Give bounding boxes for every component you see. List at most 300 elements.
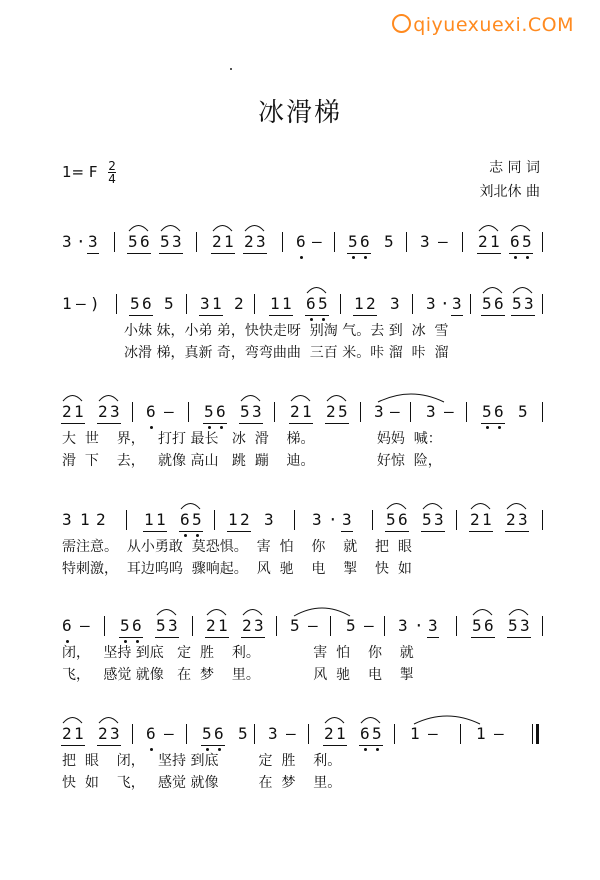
lyric-text: 闭， 坚持 到底 定 胜 利。 害 怕 你 就 [62, 645, 414, 661]
note: 2 [62, 724, 72, 743]
eighth-underline [109, 423, 121, 424]
note: 2 [470, 510, 480, 529]
site-watermark [392, 14, 574, 36]
dash-extension: – [390, 402, 400, 421]
note: 1 [302, 402, 312, 421]
slur-arc [387, 504, 406, 510]
eighth-underline [451, 315, 463, 316]
note: 2 [326, 402, 336, 421]
lower-octave-dot [208, 426, 211, 429]
eighth-underline [143, 531, 155, 532]
lyric-text: 滑 下 去， 就像 高山 跳 蹦 迪。 好惊 险， [62, 453, 442, 469]
note: 6 [140, 232, 150, 251]
note: 1 [74, 724, 84, 743]
slur-arc [63, 718, 82, 724]
eighth-underline [317, 315, 329, 316]
eighth-underline [119, 637, 131, 638]
note: 3 [268, 724, 278, 743]
lower-octave-dot [526, 256, 529, 259]
note: 1 [270, 294, 280, 313]
note: 5 [238, 724, 248, 743]
lyric-text: 特刺激， 耳边呜呜 骤响起。 风 驰 电 掣 快 如 [62, 561, 412, 577]
barline [406, 232, 407, 252]
lower-octave-dot [376, 748, 379, 751]
lyric-line [0, 644, 600, 668]
eighth-underline [371, 745, 383, 746]
eighth-underline [325, 423, 337, 424]
eighth-underline [61, 745, 73, 746]
barline [372, 510, 373, 530]
slur-arc [325, 718, 344, 724]
time-sig-numerator: 2 [108, 159, 116, 173]
note: 5 [240, 402, 250, 421]
barline [192, 616, 193, 636]
note: 2 [234, 294, 244, 313]
slur-arc [161, 226, 180, 232]
note: 5 [522, 232, 532, 251]
note: 3 [62, 510, 72, 529]
note: 3 [518, 510, 528, 529]
eighth-underline [215, 423, 227, 424]
note: 3 [256, 232, 266, 251]
barline [470, 294, 471, 314]
dash-extension: – [286, 724, 296, 743]
lyricist-credit: 志 同 词 [489, 160, 540, 176]
lyric-line [0, 752, 600, 776]
note: 6 [216, 402, 226, 421]
eighth-underline [469, 531, 481, 532]
note: 5 [318, 294, 328, 313]
eighth-underline [191, 531, 203, 532]
barline [254, 294, 255, 314]
eighth-underline [127, 253, 139, 254]
barline [274, 402, 275, 422]
note: 3 [200, 294, 210, 313]
note: 2 [96, 510, 106, 529]
lower-octave-dot [498, 426, 501, 429]
note: 2 [366, 294, 376, 313]
slur-arc [291, 396, 310, 402]
eighth-underline [365, 315, 377, 316]
eighth-underline [519, 637, 531, 638]
eighth-underline [483, 637, 495, 638]
eighth-underline [201, 745, 213, 746]
note: 2 [290, 402, 300, 421]
eighth-underline [251, 423, 263, 424]
lower-octave-dot [184, 534, 187, 537]
note: 2 [244, 232, 254, 251]
barline [254, 724, 255, 744]
eighth-underline [73, 745, 85, 746]
note: 6 [146, 724, 156, 743]
eighth-underline [179, 531, 191, 532]
lower-octave-dot [150, 748, 153, 751]
eighth-underline [171, 253, 183, 254]
note: 1 [490, 232, 500, 251]
note: 1 [212, 294, 222, 313]
note: 1 [144, 510, 154, 529]
slur-arc [63, 396, 82, 402]
notation-line [0, 232, 600, 268]
barline [282, 232, 283, 252]
note: 1 [74, 402, 84, 421]
lower-octave-dot [220, 426, 223, 429]
eighth-underline [141, 315, 153, 316]
barline [330, 616, 331, 636]
barline [460, 724, 461, 744]
tie-arc [414, 716, 480, 724]
eighth-underline [159, 253, 171, 254]
barline [542, 232, 543, 252]
eighth-underline [505, 531, 517, 532]
eighth-underline [301, 423, 313, 424]
eighth-underline [155, 637, 167, 638]
lower-octave-dot [196, 534, 199, 537]
eighth-underline [211, 253, 223, 254]
note: 5 [204, 402, 214, 421]
eighth-underline [323, 745, 335, 746]
note: 3 [62, 232, 72, 251]
lower-octave-dot [136, 640, 139, 643]
note: 6 [484, 616, 494, 635]
lower-octave-dot [218, 748, 221, 751]
slur-arc [423, 504, 442, 510]
tie-arc [378, 394, 444, 402]
eighth-underline [239, 531, 251, 532]
note: 6 [132, 616, 142, 635]
note: 5 [472, 616, 482, 635]
eighth-underline [511, 315, 523, 316]
lower-octave-dot [300, 256, 303, 259]
lyric-line [0, 774, 600, 798]
note: 5 [512, 294, 522, 313]
eighth-underline [139, 253, 151, 254]
note: 5 [120, 616, 130, 635]
note: 5 [338, 402, 348, 421]
note: 3 [390, 294, 400, 313]
barline [214, 510, 215, 530]
slur-arc [157, 610, 176, 616]
note: 1 [80, 510, 90, 529]
eighth-underline [269, 315, 281, 316]
note: 3 [520, 616, 530, 635]
stray-mark [230, 68, 232, 70]
slur-arc [181, 504, 200, 510]
eighth-underline [353, 315, 365, 316]
barline [186, 724, 187, 744]
slur-arc [245, 226, 264, 232]
lyric-line [0, 538, 600, 562]
eighth-underline [477, 253, 489, 254]
barline [186, 294, 187, 314]
note: 1 [218, 616, 228, 635]
note: 5 [508, 616, 518, 635]
dash-extension: – [444, 402, 454, 421]
slur-arc [207, 610, 226, 616]
note: 6 [510, 232, 520, 251]
eighth-underline [129, 315, 141, 316]
note: ) [90, 294, 100, 313]
eighth-underline [73, 423, 85, 424]
note: 2 [478, 232, 488, 251]
note: 6 [360, 232, 370, 251]
time-sig-denominator: 4 [108, 172, 116, 186]
note: 6 [146, 402, 156, 421]
note: 6 [494, 294, 504, 313]
slur-arc [471, 504, 490, 510]
lyric-text: 快 如 飞， 感觉 就像 在 梦 里。 [62, 775, 342, 791]
eighth-underline [397, 531, 409, 532]
slur-arc [513, 288, 532, 294]
eighth-underline [213, 745, 225, 746]
eighth-underline [87, 253, 99, 254]
barline [116, 294, 117, 314]
song-title: 冰滑梯 [257, 98, 342, 128]
eighth-underline [199, 315, 211, 316]
note: · [328, 510, 338, 529]
slur-arc [99, 718, 118, 724]
note: · [76, 232, 86, 251]
note: · [440, 294, 450, 313]
dash-extension: – [428, 724, 438, 743]
final-barline [532, 724, 539, 744]
note: 5 [482, 402, 492, 421]
lyric-text: 小妹 妹，小弟 弟，快快走呀 别淘 气。去 到 冰 雪 [124, 323, 449, 339]
note: 3 [342, 510, 352, 529]
eighth-underline [421, 531, 433, 532]
note: 1 [156, 510, 166, 529]
dash-extension: – [312, 232, 322, 251]
note: 5 [164, 294, 174, 313]
eighth-underline [433, 531, 445, 532]
note: 1 [224, 232, 234, 251]
barline [294, 510, 295, 530]
watermark-text: qiyuexuexi.COM [413, 14, 574, 36]
note: 6 [180, 510, 190, 529]
note: 3 [524, 294, 534, 313]
note: 3 [110, 402, 120, 421]
note: 3 [420, 232, 430, 251]
lower-octave-dot [322, 318, 325, 321]
barline [132, 402, 133, 422]
note: 3 [428, 616, 438, 635]
note: 2 [240, 510, 250, 529]
note: 5 [386, 510, 396, 529]
eighth-underline [493, 423, 505, 424]
note: 5 [422, 510, 432, 529]
eighth-underline [131, 637, 143, 638]
eighth-underline [337, 423, 349, 424]
eighth-underline [167, 637, 179, 638]
dash-extension: – [164, 402, 174, 421]
time-signature [108, 160, 116, 185]
slur-arc [509, 610, 528, 616]
slur-arc [241, 396, 260, 402]
tie-arc [294, 608, 350, 616]
eighth-underline [481, 423, 493, 424]
eighth-underline [507, 637, 519, 638]
note: 6 [360, 724, 370, 743]
lyric-line [0, 430, 600, 454]
note: 6 [142, 294, 152, 313]
eighth-underline [493, 315, 505, 316]
note: 6 [62, 616, 72, 635]
barline [132, 724, 133, 744]
slur-layer [0, 280, 600, 296]
lyric-text: 大 世 界， 打打 最长 冰 滑 梯。 妈妈 喊： [62, 431, 442, 447]
eighth-underline [109, 745, 121, 746]
note: 3 [168, 616, 178, 635]
lower-octave-dot [364, 256, 367, 259]
note: 2 [98, 402, 108, 421]
slur-layer [0, 388, 600, 404]
barline [466, 402, 467, 422]
lyric-text: 飞， 感觉 就像 在 梦 里。 风 驰 电 掣 [62, 667, 414, 683]
slur-arc [511, 226, 530, 232]
note: 5 [156, 616, 166, 635]
note: 3 [110, 724, 120, 743]
barline [412, 294, 413, 314]
note: 6 [494, 402, 504, 421]
eighth-underline [253, 637, 265, 638]
note: 6 [296, 232, 306, 251]
note: 1 [482, 510, 492, 529]
eighth-underline [517, 531, 529, 532]
note: 3 [452, 294, 462, 313]
lyric-text: 需注意。 从小勇敢 莫恐惧。 害 怕 你 就 把 眼 [62, 539, 412, 555]
barline [410, 402, 411, 422]
lyric-line [0, 666, 600, 690]
note: 5 [202, 724, 212, 743]
lyric-text: 把 眼 闭， 坚持 到底 定 胜 利。 [62, 753, 342, 769]
barline [276, 616, 277, 636]
credits [480, 156, 540, 204]
slur-arc [483, 288, 502, 294]
note: 5 [348, 232, 358, 251]
lower-octave-dot [66, 640, 69, 643]
lyric-line [0, 452, 600, 476]
barline [456, 510, 457, 530]
note: 2 [206, 616, 216, 635]
note: 5 [192, 510, 202, 529]
barline [542, 616, 543, 636]
note: 1 [336, 724, 346, 743]
slur-arc [307, 288, 326, 294]
note: 6 [214, 724, 224, 743]
note: 1 [410, 724, 420, 743]
eighth-underline [385, 531, 397, 532]
note: 3 [426, 294, 436, 313]
note: 6 [398, 510, 408, 529]
slur-layer [0, 602, 600, 618]
barline [104, 616, 105, 636]
barline [188, 402, 189, 422]
dash-extension: – [364, 616, 374, 635]
slur-layer [0, 218, 600, 234]
lower-octave-dot [150, 426, 153, 429]
key-text: 1= F [62, 163, 98, 181]
eighth-underline [481, 315, 493, 316]
note: 5 [518, 402, 528, 421]
barline [394, 724, 395, 744]
note: 3 [434, 510, 444, 529]
eighth-underline [223, 253, 235, 254]
eighth-underline [227, 531, 239, 532]
lyric-line [0, 560, 600, 584]
note: 5 [128, 232, 138, 251]
eighth-underline [281, 315, 293, 316]
dash-extension: – [438, 232, 448, 251]
note: 5 [372, 724, 382, 743]
eighth-underline [289, 423, 301, 424]
eighth-underline [341, 531, 353, 532]
eighth-underline [521, 253, 533, 254]
note: 3 [398, 616, 408, 635]
barline [542, 402, 543, 422]
note: 5 [384, 232, 394, 251]
note: 2 [324, 724, 334, 743]
eighth-underline [481, 531, 493, 532]
eighth-underline [489, 253, 501, 254]
eighth-underline [427, 637, 439, 638]
note: 5 [290, 616, 300, 635]
slur-layer [0, 496, 600, 512]
note: 5 [160, 232, 170, 251]
eighth-underline [217, 637, 229, 638]
note: 5 [346, 616, 356, 635]
slur-arc [507, 504, 526, 510]
eighth-underline [335, 745, 347, 746]
lyric-text: 冰滑 梯，真新 奇，弯弯曲曲 三百 米。咔 溜 咔 溜 [124, 345, 449, 361]
barline [456, 616, 457, 636]
lower-octave-dot [206, 748, 209, 751]
slur-arc [99, 396, 118, 402]
lower-octave-dot [364, 748, 367, 751]
note: 2 [506, 510, 516, 529]
barline [114, 232, 115, 252]
barline [542, 294, 543, 314]
slur-arc [243, 610, 262, 616]
slur-arc [327, 396, 346, 402]
eighth-underline [205, 637, 217, 638]
barline [340, 294, 341, 314]
note: 3 [254, 616, 264, 635]
eighth-underline [471, 637, 483, 638]
dash-extension: – [164, 724, 174, 743]
note: 3 [252, 402, 262, 421]
barline [196, 232, 197, 252]
eighth-underline [203, 423, 215, 424]
eighth-underline [239, 423, 251, 424]
watermark-logo-icon [392, 14, 411, 33]
slur-arc [361, 718, 380, 724]
dash-extension: – [76, 294, 86, 313]
note: 5 [482, 294, 492, 313]
lower-octave-dot [310, 318, 313, 321]
slur-layer [0, 710, 600, 726]
key-signature [62, 160, 116, 185]
lower-octave-dot [352, 256, 355, 259]
eighth-underline [97, 423, 109, 424]
note: 1 [228, 510, 238, 529]
barline [462, 232, 463, 252]
note: 3 [172, 232, 182, 251]
lower-octave-dot [124, 640, 127, 643]
eighth-underline [347, 253, 359, 254]
eighth-underline [523, 315, 535, 316]
barline [384, 616, 385, 636]
note: 2 [62, 402, 72, 421]
